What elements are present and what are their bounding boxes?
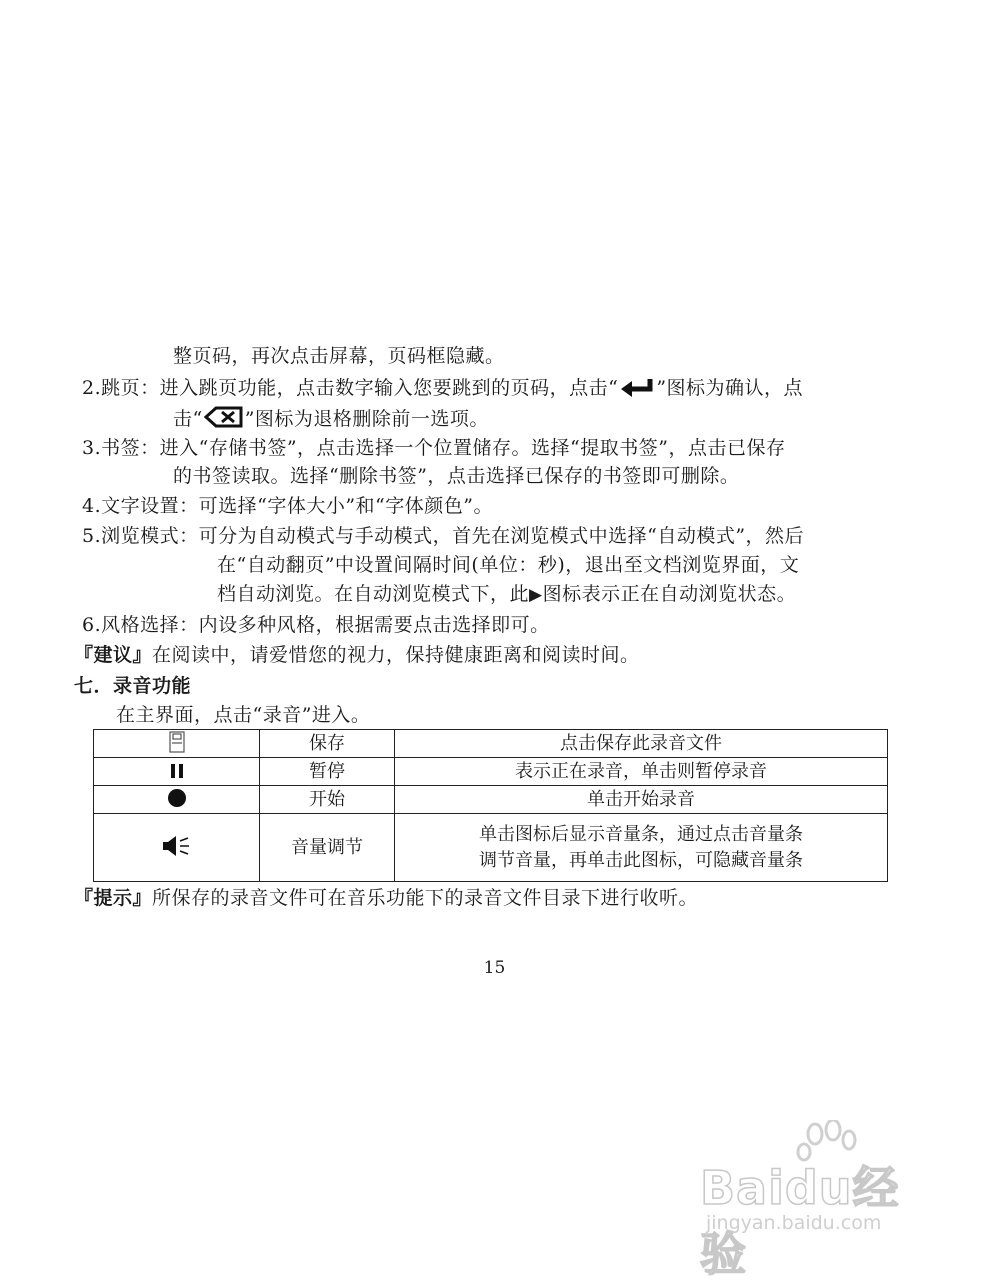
text: 击“ <box>173 408 203 430</box>
text: ”图标为确认，点 <box>656 377 804 399</box>
watermark-brand: Baidu经验 <box>700 1161 900 1281</box>
page-number: 15 <box>483 958 506 978</box>
table-row <box>94 786 888 814</box>
paragraph-browse-mode-cont1 <box>217 553 799 577</box>
volume-icon <box>162 835 192 857</box>
suggestion-text: 在阅读中，请爱惜您的视力，保持健康距离和阅读时间。 <box>152 644 640 666</box>
function-desc: 单击开始录音 <box>395 786 888 814</box>
hint-text: 所保存的录音文件可在音乐功能下的录音文件目录下进行收听。 <box>152 887 699 909</box>
text: 在主界面，点击“录音”进入。 <box>116 704 371 726</box>
watermark <box>700 1120 940 1281</box>
save-icon <box>169 731 185 753</box>
function-desc <box>395 814 888 882</box>
text: 4.文字设置：可选择“字体大小”和“字体颜色”。 <box>82 495 493 517</box>
backspace-icon <box>204 406 244 428</box>
function-name: 保存 <box>260 730 395 758</box>
text: 七．录音功能 <box>74 675 192 697</box>
text: 6.风格选择：内设多种风格，根据需要点击选择即可。 <box>82 614 550 636</box>
paragraph-style-select <box>82 613 550 637</box>
hint-note <box>74 886 698 910</box>
hint-label: 『提示』 <box>74 887 153 909</box>
icon-cell <box>94 814 260 882</box>
text: 5.浏览模式：可分为自动模式与手动模式，首先在浏览模式中选择“自动模式”，然后 <box>82 525 805 547</box>
paragraph-bookmark-cont <box>173 464 739 488</box>
text: 2.跳页：进入跳页功能，点击数字输入您要跳到的页码，点击“ <box>82 377 619 399</box>
function-desc: 点击保存此录音文件 <box>395 730 888 758</box>
paragraph-page-jump-cont <box>173 344 505 368</box>
record-functions-table <box>93 729 888 882</box>
paragraph-jump-page-cont <box>173 406 489 431</box>
function-name: 音量调节 <box>260 814 395 882</box>
table-row <box>94 814 888 882</box>
text: 档自动浏览。在自动浏览模式下，此 <box>217 583 530 605</box>
text: ”图标为退格删除前一选项。 <box>244 408 489 430</box>
paragraph-browse-mode-cont2 <box>217 582 796 607</box>
enter-icon <box>619 377 655 397</box>
table-row <box>94 730 888 758</box>
icon-cell <box>94 786 260 814</box>
paragraph-browse-mode <box>82 524 804 548</box>
paragraph-bookmark <box>82 436 785 460</box>
desc-line: 调节音量，再单击此图标，可隐藏音量条 <box>479 849 803 871</box>
function-desc: 表示正在录音，单击则暂停录音 <box>395 758 888 786</box>
icon-cell <box>94 758 260 786</box>
suggestion-note <box>74 643 640 667</box>
paragraph-jump-page <box>82 376 803 400</box>
text: 整页码，再次点击屏幕，页码框隐藏。 <box>173 345 505 367</box>
function-name: 暂停 <box>260 758 395 786</box>
text: 图标表示正在自动浏览状态。 <box>542 583 797 605</box>
icon-cell <box>94 730 260 758</box>
text: 的书签读取。选择“删除书签”，点击选择已保存的书签即可删除。 <box>173 465 740 487</box>
play-icon: ▶ <box>529 585 543 605</box>
section-title <box>74 674 191 698</box>
table-row <box>94 758 888 786</box>
text: 3.书签：进入“存储书签”，点击选择一个位置储存。选择“提取书签”，点击已保存 <box>82 437 786 459</box>
text: 在“自动翻页”中设置间隔时间(单位：秒)，退出至文档浏览界面，文 <box>217 554 800 576</box>
section-intro <box>116 703 370 727</box>
function-name: 开始 <box>260 786 395 814</box>
desc-line: 单击图标后显示音量条，通过点击音量条 <box>479 823 803 845</box>
pause-icon <box>169 763 185 779</box>
watermark-url: jingyan.baidu.com <box>706 1212 882 1234</box>
record-icon <box>167 788 187 808</box>
suggestion-label: 『建议』 <box>74 644 153 666</box>
paragraph-font-setting <box>82 494 493 518</box>
